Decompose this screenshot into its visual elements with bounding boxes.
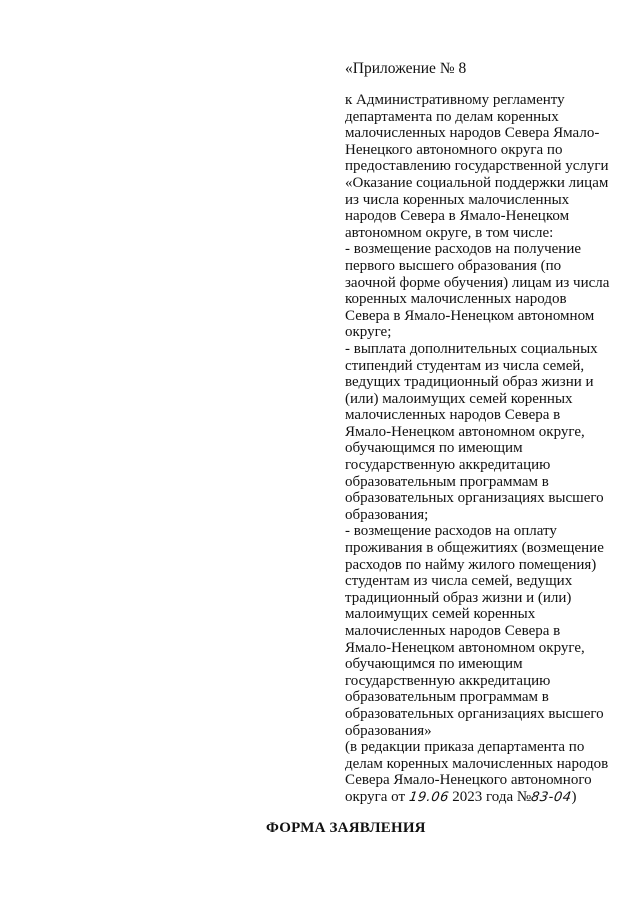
appendix-line: к Административному регламенту [345,92,565,108]
appendix-line: обучающимся по имеющим [345,656,523,673]
appendix-line: малочисленных народов Севера в [345,623,561,639]
last-line-prefix: округа от [345,788,409,805]
last-line-middle: 2023 года № [448,788,532,805]
appendix-line: Севера в Ямало-Ненецком автономном [345,307,595,324]
appendix-line: заочной форме обучения) лицам из числа [345,274,610,291]
appendix-line: образовательных организациях высшего [345,490,604,507]
appendix-line: департамента по делам коренных [345,108,559,125]
appendix-line: коренных малочисленных народов [345,291,567,308]
appendix-line: (в редакции приказа департамента по [345,739,585,756]
appendix-line: «Оказание социальной поддержки лицам [345,174,609,191]
appendix-title: «Приложение № 8 [345,60,467,77]
appendix-line: образовательных организациях высшего [345,705,604,722]
handwritten-number: 83-04 [530,789,573,805]
appendix-line: малочисленных народов Севера Ямало- [345,125,600,142]
appendix-line: расходов по найму жилого помещения) [345,556,597,573]
appendix-line: делам коренных малочисленных народов [345,755,609,772]
appendix-line: стипендий студентам из числа семей, [345,357,585,374]
appendix-line: Ямало-Ненецком автономном округе, [345,639,585,656]
appendix-line: автономном округе, в том числе: [345,224,554,241]
appendix-line: образовательным программам в [345,473,549,490]
handwritten-date: 19.06 [407,789,450,805]
appendix-line: государственную аккредитацию [345,457,551,474]
appendix-last-line [345,789,615,807]
appendix-line: народов Севера в Ямало-Ненецком [345,208,570,225]
appendix-line: традиционный образ жизни и (или) [345,589,572,606]
appendix-line: Ямало-Ненецком автономном округе, [345,423,585,440]
appendix-line: предоставлению государственной услуги [345,158,609,175]
appendix-line: обучающимся по имеющим [345,440,523,457]
appendix-line: образования; [345,506,429,523]
appendix-line: из числа коренных малочисленных [345,191,570,208]
appendix-body [345,92,615,807]
appendix-line: Ненецкого автономного округа по [345,141,563,158]
appendix-line: округе; [345,324,392,341]
last-line-suffix: ) [571,788,577,805]
appendix-line: государственную аккредитацию [345,672,551,689]
appendix-line: студентам из числа семей, ведущих [345,573,573,590]
appendix-line: - возмещение расходов на получение [345,241,582,258]
appendix-line: - выплата дополнительных социальных [345,340,598,357]
appendix-line: Севера Ямало-Ненецкого автономного [345,772,592,789]
form-title: ФОРМА ЗАЯВЛЕНИЯ [266,820,426,836]
appendix-line: малочисленных народов Севера в [345,407,561,424]
appendix-line: малоимущих семей коренных [345,606,536,623]
appendix-line: образования» [345,722,432,739]
appendix-line: (или) малоимущих семей коренных [345,390,573,407]
appendix-line: первого высшего образования (по [345,257,562,274]
appendix-line: - возмещение расходов на оплату [345,523,557,540]
appendix-line: образовательным программам в [345,689,549,706]
appendix-line: ведущих традиционный образ жизни и [345,374,594,391]
appendix-line: проживания в общежитиях (возмещение [345,540,604,557]
